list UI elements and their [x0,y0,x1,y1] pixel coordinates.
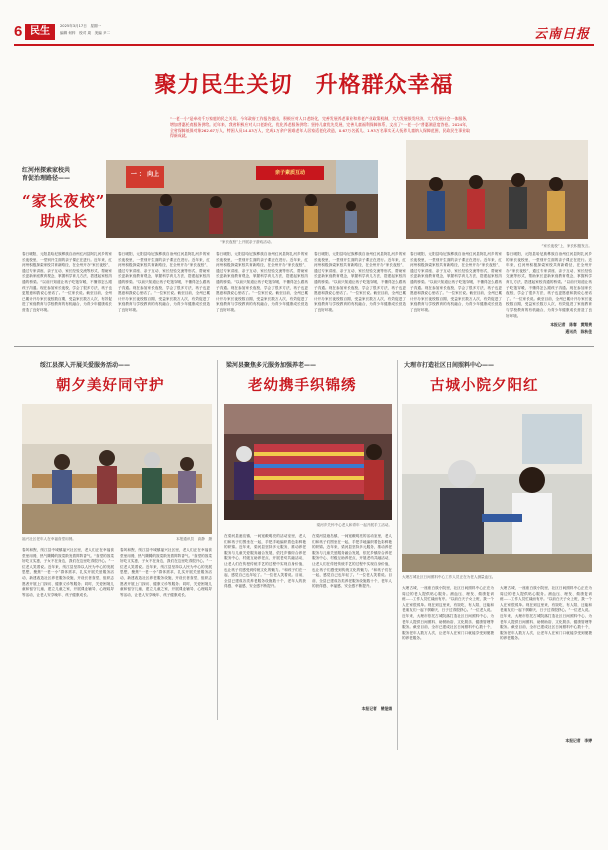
story1-body-col3: 春日暖阳，元阳县哈尼族彝族自治州红河县阿扎河乡的家长夜校里，一堂别开生面的亲子课正在进行。近年来，红河州积极探索家校共育新路径，在全州开办“家长夜校”，通过专家讲座、亲子互动、家长经验交流等形式，帮助家长更新家庭教育观念，掌握科学育儿方法，搭建起家校沟通的桥梁。“以前只知道让孩子吃饱穿暖，不懂得怎么跟孩子沟通。现在参加家长夜校，学会了很多方法，孩子也更愿意和我说心里话了。”一位家长说。截至目前，全州已累计开办家长夜校数百期，受益家长数万人次，有效促进了家庭教育与学校教育的有机融合，为青少年健康成长营造了良好环境。 [216,252,308,312]
story1-headline-line1: “家长夜校” [22,192,106,210]
story1-byline2: 通讯员 陈秋佳 [565,329,592,334]
story3-headline: 老幼携手织锦绣 [248,377,357,394]
story3-byline: 本报记者 曾娅娟 [361,706,392,711]
page-number: 6 [14,23,23,40]
story1-body-col1: 春日暖阳，元阳县哈尼族彝族自治州红河县阿扎河乡的家长夜校里，一堂别开生面的亲子课正在进行。近年来，红河州积极探索家校共育新路径，在全州开办“家长夜校”，通过专家讲座、亲子互动、家长经验交流等形式，帮助家长更新家庭教育观念，掌握科学育儿方法，搭建起家校沟通的桥梁。“以前只知道让孩子吃饱穿暖，不懂得怎么跟孩子沟通。现在参加家长夜校，学会了很多方法，孩子也更愿意和我说心里话了。”一位家长说。截至目前，全州已累计开办家长夜校数百期，受益家长数万人次，有效促进了家庭教育与学校教育的有机融合，为青少年健康成长营造了良好环境。 [22,252,112,312]
story3-photo [224,404,392,520]
story1-body-col2: 春日暖阳，元阳县哈尼族彝族自治州红河县阿扎河乡的家长夜校里，一堂别开生面的亲子课正在进行。近年来，红河州积极探索家校共育新路径，在全州开办“家长夜校”，通过专家讲座、亲子互动、家长经验交流等形式，帮助家长更新家庭教育观念，掌握科学育儿方法，搭建起家校沟通的桥梁。“以前只知道让孩子吃饱穿暖，不懂得怎么跟孩子沟通。现在参加家长夜校，学会了很多方法，孩子也更愿意和我说心里话了。”一位家长说。截至目前，全州已累计开办家长夜校数百期，受益家长数万人次，有效促进了家庭教育与学校教育的有机融合，为青少年健康成长营造了良好环境。 [118,252,210,312]
story4-photo [402,404,592,572]
story3-body-col1: 在梁河县遮岛镇，一间宽敞明亮的活动室里，老人们和孩子们围坐在一起，手把手地编织着色彩鲜艳的织锦。近年来，梁河县坚持多元服务，推动养老服务与儿童关爱服务融合发展，依托乡镇综合养老服务中心、村级互助养老点，开展老幼共融活动，让老人们在传授传统手艺的过程中实现自身价值，也让孩子们感受到传统文化的魅力。“和孩子们在一起，感觉自己也年轻了。”一位老人笑着说。目前，全县已建成各类养老服务设施数十个，老年人的获得感、幸福感、安全感不断提升。 [224,534,306,589]
story2-body-col1: 春风和煦，绥江县中城镇福兴社区里，老人们正在幸福食堂里用餐，热气腾腾的饭菜散发着阵阵香气。“食堂的饭菜好吃又实惠，子女不在身边，我们在这里吃得很开心。”一位老人笑着说。近年来，绥江县坚持以人民为中心的发展思想，聚焦“一老一小”群体需求，扎实开展关爱服务活动，新建改造社区养老服务设施，开设长者食堂，组织志愿者开展上门探访、健康义诊等服务；同时，关爱困境儿童和留守儿童，建立儿童之家，开展课业辅导、心理疏导等活动，让老人安享晚年、孩子健康成长。 [22,548,114,597]
newspaper-logo: 云南日报 [533,27,590,42]
story1-caption: “家长夜校”上开展亲子游戏活动。 [220,240,275,244]
main-headline: 聚力民生关切 升格群众幸福 [154,72,454,98]
parents-photo [406,140,588,239]
story1-headline-line2: 助成长 [40,212,89,230]
story2-kicker: 绥江县深入开展关爱服务活动—— [40,362,131,369]
story1-body-col5: 春日暖阳，元阳县哈尼族彝族自治州红河县阿扎河乡的家长夜校里，一堂别开生面的亲子课正在进行。近年来，红河州积极探索家校共育新路径，在全州开办“家长夜校”，通过专家讲座、亲子互动、家长经验交流等形式，帮助家长更新家庭教育观念，掌握科学育儿方法，搭建起家校沟通的桥梁。“以前只知道让孩子吃饱穿暖，不懂得怎么跟孩子沟通。现在参加家长夜校，学会了很多方法，孩子也更愿意和我说心里话了。”一位家长说。截至目前，全州已累计开办家长夜校数百期，受益家长数万人次，有效促进了家庭教育与学校教育的有机融合，为青少年健康成长营造了良好环境。 [410,252,502,312]
story4-kicker: 大理市打造社区日间照料中心—— [404,362,495,369]
column-rule-1 [217,360,218,720]
story1-kicker: 红河州探索家校共育促治理路径—— [22,167,71,182]
canteen-photo [22,404,212,534]
story4-headline: 古城小院夕阳红 [430,377,539,394]
story2-byline: 本报通讯员 高静 摄 [176,537,212,541]
story2-headline: 朝夕美好同守护 [56,377,165,394]
story4-body-col1: 大理古城，一座座白族小院里，社区日间照料中心正在为周边的老人提供贴心服务。测血压、理发、做康复训练……工作人员忙碌而有序。“以前白天子女上班，我一个人在家很孤单。现在到这里来，有饭吃、有人陪，还能和老朋友们一起下棋聊天，日子过得很舒心。”一位老人说。近年来，大理市依托古城院落打造社区日间照料中心，为老年人提供日间照料、助餐助浴、文化娱乐、健康管理等服务。截至目前，全市已建成社区日间照料中心数十个，服务老年人数万人次，让老年人在家门口就能享受到便捷的养老服务。 [402,586,494,641]
story1-photo-main [106,160,378,238]
story4-body-col2: 大理古城，一座座白族小院里，社区日间照料中心正在为周边的老人提供贴心服务。测血压、理发、做康复训练……工作人员忙碌而有序。“以前白天子女上班，我一个人在家很孤单。现在到这里来，有饭吃、有人陪，还能和老朋友们一起下棋聊天，日子过得很舒心。”一位老人说。近年来，大理市依托古城院落打造社区日间照料中心，为老年人提供日间照料、助餐助浴、文化娱乐、健康管理等服务。截至目前，全市已建成社区日间照料中心数十个，服务老年人数万人次，让老年人在家门口就能享受到便捷的养老服务。 [500,586,592,641]
weaving-photo [224,404,392,520]
column-rule-2 [397,360,398,750]
story3-caption: 梁河乡关怀中心老人和青年一起开展手工活动。 [316,523,392,527]
story1-byline1: 本报记者 陈春 黄翔贵 [550,322,592,327]
story3-kicker: 梁河县聚焦多元服务加强养老—— [226,362,317,369]
story4-caption: 大理古城社区日间照料中心工作人员正在为老人测量血压。 [402,575,496,579]
story1-photo-right [406,140,588,239]
photo-board-text: 一 ： 向上 [130,171,160,178]
story3-body-col2: 在梁河县遮岛镇，一间宽敞明亮的活动室里，老人们和孩子们围坐在一起，手把手地编织着色彩鲜艳的织锦。近年来，梁河县坚持多元服务，推动养老服务与儿童关爱服务融合发展，依托乡镇综合养老服务中心、村级互助养老点，开展老幼共融活动，让老人们在传授传统手艺的过程中实现自身价值，也让孩子们感受到传统文化的魅力。“和孩子们在一起，感觉自己也年轻了。”一位老人笑着说。目前，全县已建成各类养老服务设施数十个，老年人的获得感、幸福感、安全感不断提升。 [312,534,392,589]
story4-byline: 本报记者 李婷 [565,738,592,743]
masthead [14,22,594,44]
section-divider [14,346,594,347]
editor-line: 编辑 何梓 校对 周 美编 尹二 [60,31,111,35]
masthead-rule [14,44,594,46]
story1-body-col4: 春日暖阳，元阳县哈尼族彝族自治州红河县阿扎河乡的家长夜校里，一堂别开生面的亲子课正在进行。近年来，红河州积极探索家校共育新路径，在全州开办“家长夜校”，通过专家讲座、亲子互动、家长经验交流等形式，帮助家长更新家庭教育观念，掌握科学育儿方法，搭建起家校沟通的桥梁。“以前只知道让孩子吃饱穿暖，不懂得怎么跟孩子沟通。现在参加家长夜校，学会了很多方法，孩子也更愿意和我说心里话了。”一位家长说。截至目前，全州已累计开办家长夜校数百期，受益家长数万人次，有效促进了家庭教育与学校教育的有机融合，为青少年健康成长营造了良好环境。 [314,252,406,312]
date-line: 2025年3月17日 星期一 [60,24,102,28]
story2-caption: 福兴社区老年人在幸福食堂用餐。 [22,537,76,541]
story1-caption2: “家长夜校”上，家长积极发言。 [541,244,592,248]
story2-body-col2: 春风和煦，绥江县中城镇福兴社区里，老人们正在幸福食堂里用餐，热气腾腾的饭菜散发着阵阵香气。“食堂的饭菜好吃又实惠，子女不在身边，我们在这里吃得很开心。”一位老人笑着说。近年来，绥江县坚持以人民为中心的发展思想，聚焦“一老一小”群体需求，扎实开展关爱服务活动，新建改造社区养老服务设施，开设长者食堂，组织志愿者开展上门探访、健康义诊等服务；同时，关爱困境儿童和留守儿童，建立儿童之家，开展课业辅导、心理疏导等活动，让老人安享晚年、孩子健康成长。 [120,548,212,597]
story2-photo [22,404,212,534]
photo-banner-text: 亲子素质互动 [274,170,305,176]
story1-body-col6: 春日暖阳，元阳县哈尼族彝族自治州红河县阿扎河乡的家长夜校里，一堂别开生面的亲子课正在进行。近年来，红河州积极探索家校共育新路径，在全州开办“家长夜校”，通过专家讲座、亲子互动、家长经验交流等形式，帮助家长更新家庭教育观念，掌握科学育儿方法，搭建起家校沟通的桥梁。“以前只知道让孩子吃饱穿暖，不懂得怎么跟孩子沟通。现在参加家长夜校，学会了很多方法，孩子也更愿意和我说心里话了。”一位家长说。截至目前，全州已累计开办家长夜校数百期，受益家长数万人次，有效促进了家庭教育与学校教育的有机融合，为青少年健康成长营造了良好环境。 [506,252,592,318]
section-tag: 民生 [25,24,55,40]
intro-text: “一老一小”是牵动千万家庭的民之关切。今年政府工作报告提出，积极应对人口老龄化，完善发展养老事业和养老产业政策机制，大力发展银发经济，大力发展社会一体服务，增加普惠托育服务供给。近年来，我省积极应对人口老龄化，优化养老服务供给；坚持儿童优先发展，完善儿童福利保障体系，文出了“一老一小”普惠满意度答卷。2024年，全省保障低保对象262.67万人，特困人员14.03万人，完成1万余户困难老年人居家适老化改造，0.67万名孤儿、1.93万名事实无人抚养儿童纳入保障范围，民政民生事业取得新成就。 [170,116,470,139]
blood-pressure-photo [402,404,592,572]
